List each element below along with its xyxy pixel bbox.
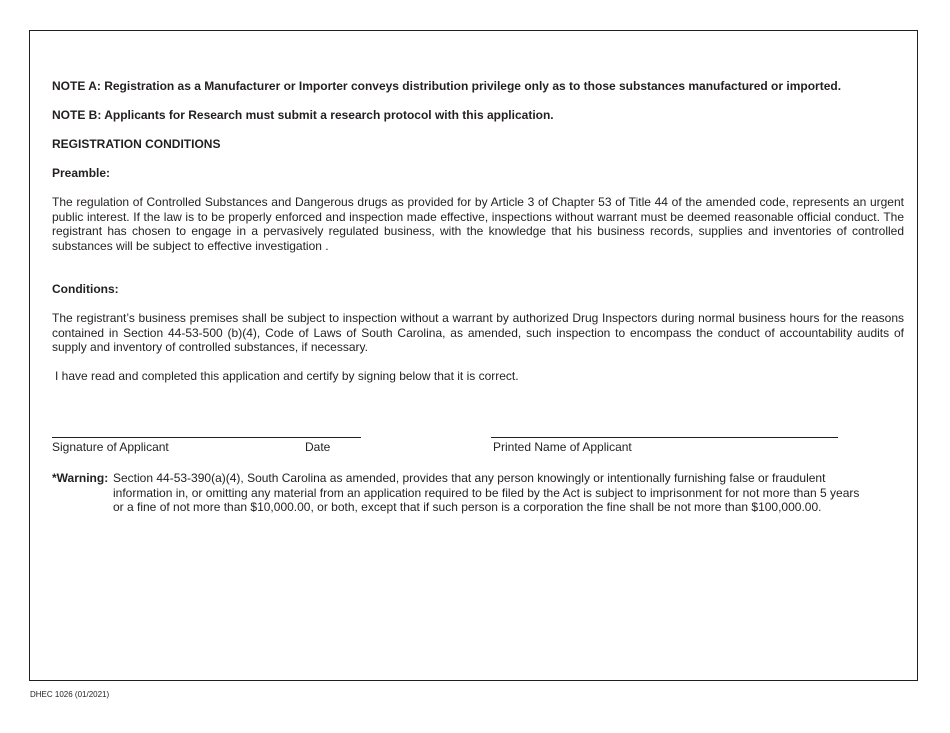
note-a: NOTE A: Registration as a Manufacturer or Importer conveys distribution privilege only as to those substances manufactured or imported. xyxy=(52,79,842,93)
certification-statement: I have read and completed this application and certify by signing below that it is correct. xyxy=(55,369,519,383)
warning-block xyxy=(52,471,872,515)
preamble-text: The regulation of Controlled Substances and Dangerous drugs as provided for by Article 3 of Chapter 53 of Title 44 of the amended code, represents an urgent public interest. If the law is to be properly enforced and inspection made effective, inspections without warrant must be deemed reasonable official conduct. The registrant has chosen to engage in a pervasively regulated business, with the knowledge that his business records, supplies and inventories of controlled substances will be subject to effective investigation . xyxy=(52,195,904,253)
printed-name-line[interactable] xyxy=(491,437,838,438)
registration-conditions-heading: REGISTRATION CONDITIONS xyxy=(52,137,221,151)
note-b: NOTE B: Applicants for Research must submit a research protocol with this application. xyxy=(52,108,554,122)
conditions-text: The registrant’s business premises shall be subject to inspection without a warrant by authorized Drug Inspectors during normal business hours for the reasons contained in Section 44-53-500 (b)(4), Code of Laws of South Carolina, as amended, such inspection to encompass the conduct of accountability audits of supply and inventory of controlled substances, if necessary. xyxy=(52,311,904,354)
warning-label: *Warning: xyxy=(52,471,109,485)
warning-text: Section 44-53-390(a)(4), South Carolina as amended, provides that any person knowingly or intentionally furnishing false or fraudulent information in, or omitting any material from an application required to be filed by the Act is subject to imprisonment for not more than 5 years or a fine of not more than $10,000.00, or both, except that if such person is a corporation the fine shall be not more than $100,000.00. xyxy=(113,471,860,514)
conditions-heading: Conditions: xyxy=(52,282,119,296)
preamble-heading: Preamble: xyxy=(52,166,111,180)
date-label: Date xyxy=(305,440,331,454)
form-id: DHEC 1026 (01/2021) xyxy=(30,690,110,699)
printed-name-label: Printed Name of Applicant xyxy=(493,440,632,454)
signature-date-line[interactable] xyxy=(52,437,361,438)
signature-of-applicant-label: Signature of Applicant xyxy=(52,440,169,454)
form-body xyxy=(52,79,904,384)
